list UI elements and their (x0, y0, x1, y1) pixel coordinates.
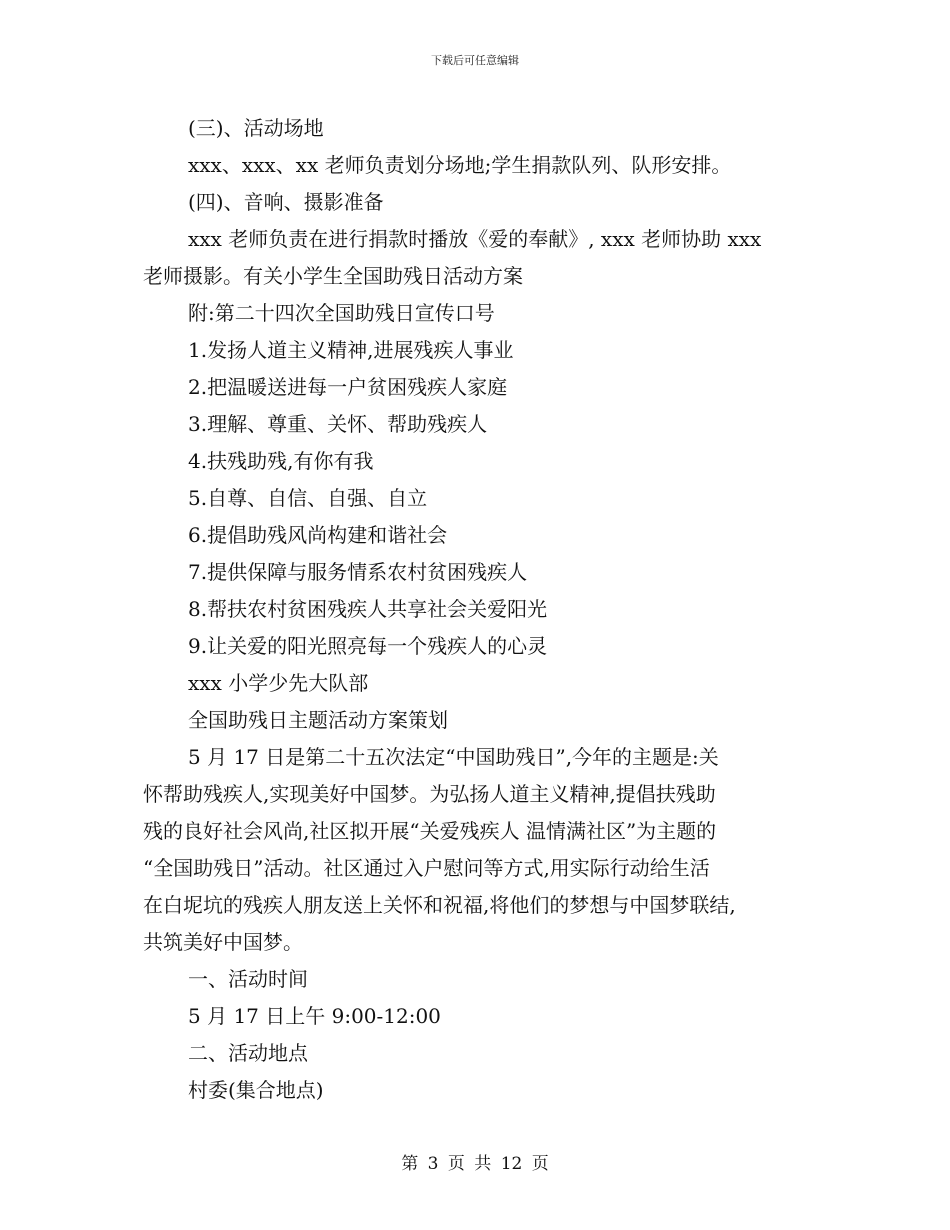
slogan-item: 2.把温暖送进每一户贫困残疾人家庭 (188, 375, 508, 399)
text-line: 老师摄影。有关小学生全国助残日活动方案 (143, 264, 523, 288)
text-line: 共筑美好中国梦。 (143, 930, 303, 954)
text-line: 5 月 17 日上午 9:00-12:00 (188, 1004, 441, 1028)
slogan-item: 4.扶残助残,有你有我 (188, 449, 374, 473)
text-line: 5 月 17 日是第二十五次法定“中国助残日”,今年的主题是:关 (188, 745, 719, 769)
slogan-item: 1.发扬人道主义精神,进展残疾人事业 (188, 338, 514, 362)
section-heading: 二、活动地点 (188, 1041, 308, 1065)
slogan-item: 7.提供保障与服务情系农村贫困残疾人 (188, 560, 528, 584)
text-line: (四)、音响、摄影准备 (188, 190, 384, 214)
text-line: 村委(集合地点) (188, 1078, 324, 1102)
text-line: 在白坭坑的残疾人朋友送上关怀和祝福,将他们的梦想与中国梦联结, (143, 893, 736, 917)
text-line: xxx 小学少先大队部 (188, 671, 369, 695)
slogan-item: 3.理解、尊重、关怀、帮助残疾人 (188, 412, 488, 436)
text-line: xxx 老师负责在进行捐款时播放《爱的奉献》, xxx 老师协助 xxx (188, 227, 762, 251)
section-heading: 一、活动时间 (188, 967, 308, 991)
text-line: 怀帮助残疾人,实现美好中国梦。为弘扬人道主义精神,提倡扶残助 (143, 782, 716, 806)
slogan-item: 8.帮扶农村贫困残疾人共享社会关爱阳光 (188, 597, 548, 621)
slogan-item: 6.提倡助残风尚构建和谐社会 (188, 523, 448, 547)
slogan-item: 5.自尊、自信、自强、自立 (188, 486, 428, 510)
text-line: “全国助残日”活动。社区通过入户慰问等方式,用实际行动给生活 (143, 856, 710, 880)
page-header: 下载后可任意编辑 (431, 54, 519, 67)
text-line: 附:第二十四次全国助残日宣传口号 (188, 301, 495, 325)
page-footer: 第 3 页 共 12 页 (401, 1154, 549, 1174)
section-title: 全国助残日主题活动方案策划 (188, 708, 448, 732)
text-line: (三)、活动场地 (188, 116, 324, 140)
slogan-item: 9.让关爱的阳光照亮每一个残疾人的心灵 (188, 634, 548, 658)
document-body (143, 110, 808, 1109)
text-line: 残的良好社会风尚,社区拟开展“关爱残疾人 温情满社区”为主题的 (143, 819, 717, 843)
text-line: xxx、xxx、xx 老师负责划分场地;学生捐款队列、队形安排。 (188, 153, 732, 177)
